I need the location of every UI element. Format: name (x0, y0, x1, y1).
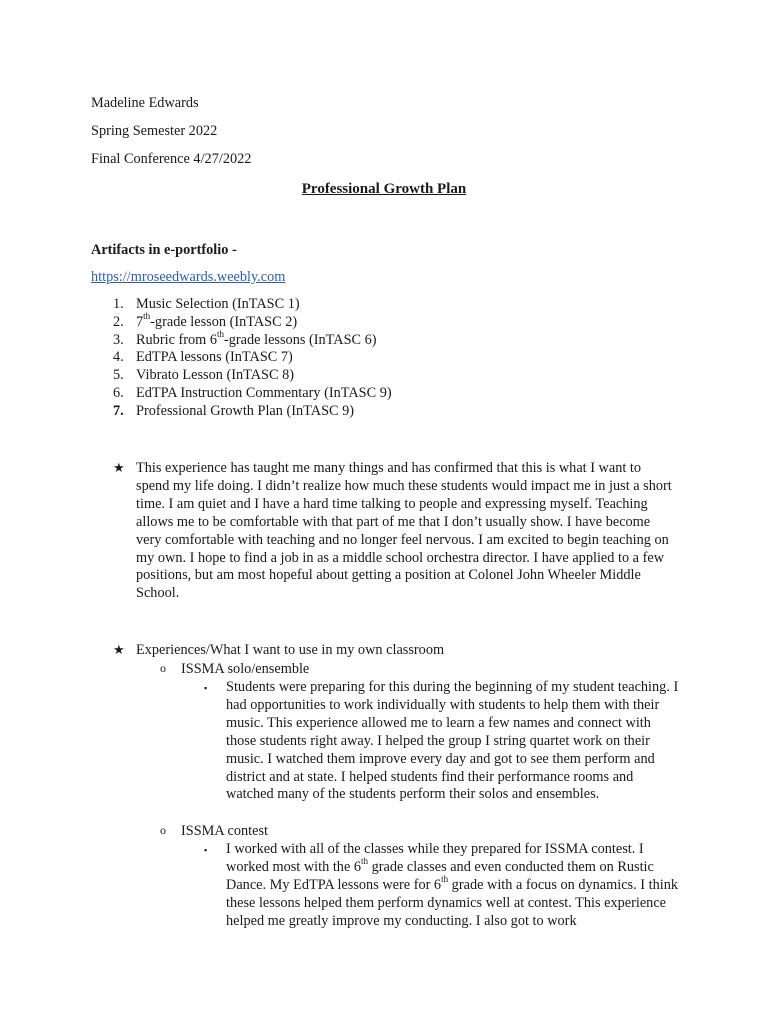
star-bullet-icon: ★ (113, 460, 125, 475)
square-bullet-icon: ▪ (204, 683, 208, 693)
sub-item-title: ISSMA contest (181, 823, 268, 839)
list-item: 4. EdTPA lessons (InTASC 7) (113, 349, 293, 366)
list-item: 1. Music Selection (InTASC 1) (113, 296, 300, 312)
circle-bullet-icon: o (160, 661, 166, 675)
sub-item-paragraph: Students were preparing for this during the beginning of my student teaching. I had opportunities to work individually with students to help them with their music. This experience allowed me to learn a few names and connect with those students right away. I helped the group I string quartet work on their music. I watched them improve every day and got to see them perform and district and at state. I helped students find their performance rooms and watched many of the students perform their solos and ensembles. (226, 679, 679, 803)
portfolio-link[interactable]: https://mroseedwards.weebly.com (91, 269, 286, 285)
list-item: 6. EdTPA Instruction Commentary (InTASC 9) (113, 384, 392, 401)
star-bullet-icon: ★ (113, 642, 125, 657)
artifacts-list (91, 296, 392, 421)
list-item: 7. Professional Growth Plan (InTASC 9) (113, 402, 355, 419)
author-name: Madeline Edwards (91, 95, 199, 111)
square-bullet-icon: ▪ (204, 845, 208, 855)
experiences-heading: Experiences/What I want to use in my own classroom (136, 642, 445, 658)
semester: Spring Semester 2022 (91, 123, 218, 139)
list-item: 3. Rubric from 6th-grade lessons (InTASC 6) (113, 328, 377, 348)
sub-item-paragraph: I worked with all of the classes while they prepared for ISSMA contest. I worked most with the 6th grade classes and even conducted them on Rustic Dance. My EdTPA lessons were for 6th grade with a focus on dynamics. I think these lessons helped them perform dynamics well at contest. This experience helped me greatly improve my conducting. I also got to work (226, 841, 678, 929)
sub-item-title: ISSMA solo/ensemble (181, 661, 310, 677)
list-item: 5. Vibrato Lesson (InTASC 8) (113, 367, 295, 384)
page-title: Professional Growth Plan (301, 181, 467, 197)
conference-date: Final Conference 4/27/2022 (91, 151, 252, 167)
reflection-paragraph: This experience has taught me many things and has confirmed that this is what I want to spend my life doing. I didn’t realize how much these students would impact me in just a short time. I am quiet and I have a hard time talking to people and expressing myself. Teaching allows me to be comfortable with that part of me that I don’t usually show. I have become very comfortable with teaching and no longer feel nervous. I am excited to begin teaching on my own. I hope to find a job in as a middle school orchestra director. I have applied to a few positions, but am most hopeful about getting a position at Colonel John Wheeler Middle School. (136, 460, 672, 602)
artifacts-heading: Artifacts in e-portfolio - (91, 242, 237, 258)
circle-bullet-icon: o (160, 823, 166, 837)
list-item: 2. 7th-grade lesson (InTASC 2) (113, 311, 298, 330)
